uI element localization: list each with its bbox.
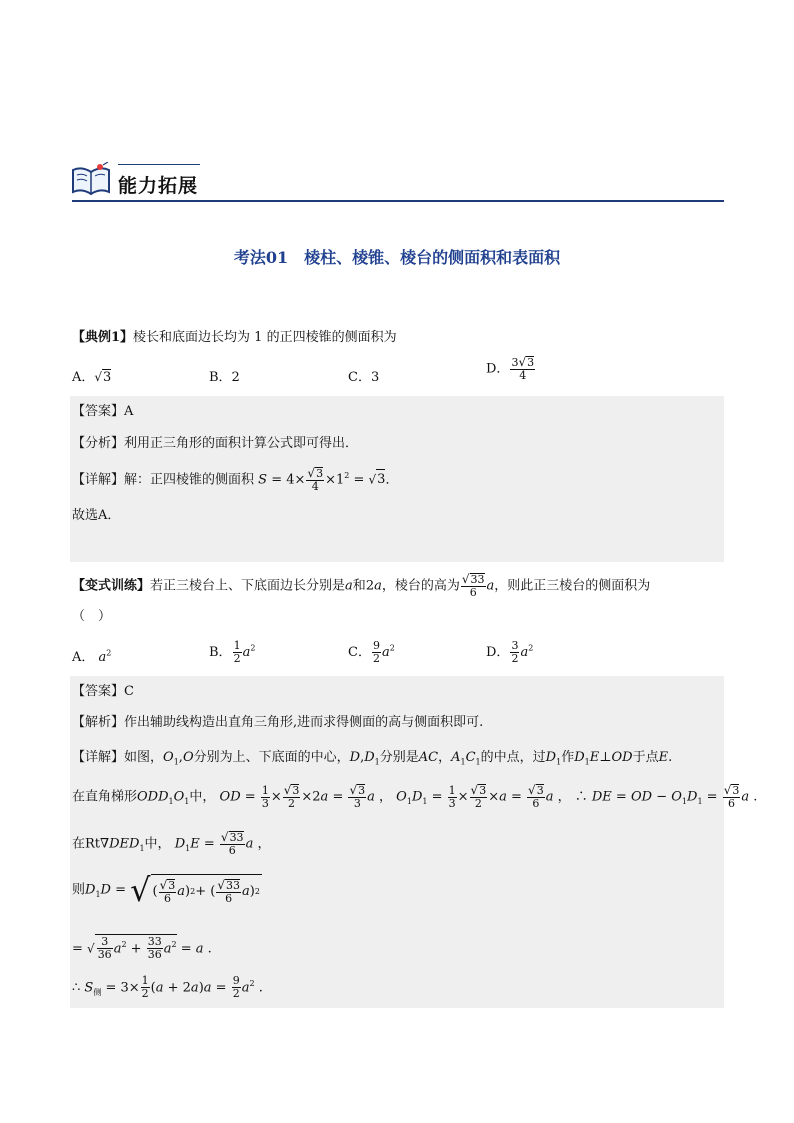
example2-detail-line3: 在$Rt\nabla DED_1$中， $D_1E$ = $\frac{√33}{6}$ a ，	[72, 830, 271, 857]
section-header	[70, 158, 724, 204]
example2-detail-line5: = √ $\frac{3}{36}$ $a^2$ + $\frac{33}{36}$ $a^2 = a$ .	[72, 935, 212, 962]
example1-option-a: A．√3	[72, 370, 112, 385]
example2-question: 【变式训练】若正三棱台上、下底面边长分别是a和2a，棱台的高为 $\frac{√33}{6}$ a，则此正三棱台的侧面积为	[72, 572, 651, 599]
example2-detail-line2: 在直角梯形$ODD_1O_1$中， OD = $\frac{1}{3}$ × $\frac{√3}{2}$ ×2a = $\frac{√3}{3}$ a ， $O_1D_1$ = $\frac{1}{3}$ × $\frac{√3}{2}$ ×a = $\frac{√3}{6}$ a ， ∴ DE = OD − $O_1D_1$ = $\frac{√3}{6}$ a .	[72, 783, 758, 810]
example2-detail-line1: 【详解】如图，$O_1,O$分别为上、下底面的中心，$D,D_1$分别是AC，$A_1C_1$的中点，过$D_1$作$D_1E\perp OD$于点E.	[72, 750, 673, 767]
open-book-icon	[70, 162, 112, 198]
example2-option-d: D． $\frac{3}{2}$ $a^2$	[486, 639, 534, 665]
example2-paren: （ ）	[72, 609, 112, 624]
example1-option-d: D． $\frac{3√3}{4}$	[486, 355, 535, 382]
header-rule	[72, 200, 724, 202]
example1-option-b: B．2	[209, 370, 240, 385]
example1-detail: 【详解】解：正四棱锥的侧面积 S = 4× $\frac{√3}{4}$ $\times 1^2 = √3$．	[72, 465, 399, 493]
example1-conclusion: 故选A．	[72, 508, 121, 523]
example2-detail-line6: ∴ $S_侧 = 3\times$ $\frac{1}{2}$ (a + 2a)a = $\frac{9}{2}$ $a^2$ .	[72, 974, 263, 1001]
header-title: 能力拓展	[118, 175, 199, 197]
section-title: 考法01 棱柱、棱锥、棱台的侧面积和表面积	[233, 248, 561, 267]
example2-answer: 【答案】C	[72, 684, 134, 699]
example2-analysis: 【解析】作出辅助线构造出直角三角形,进而求得侧面的高与侧面积即可.	[72, 715, 484, 730]
header-top-line	[118, 164, 200, 165]
example1-answer: 【答案】A	[72, 404, 134, 419]
example2-option-b: B． $\frac{1}{2}$ $a^2$	[209, 639, 256, 665]
example1-option-c: C．3	[348, 370, 380, 385]
example2-option-c: C． $\frac{9}{2}$ $a^2$	[348, 639, 395, 665]
example1-question	[72, 328, 397, 348]
example1-text: 棱长和底面边长均为 1 的正四棱锥的侧面积为	[133, 330, 397, 345]
example1-tag: 【典例1】	[72, 330, 134, 345]
example2-option-a: A． $a^2$	[72, 648, 112, 665]
example2-detail-line4: 则$D_1D$ = √ ( $\frac{√3}{6}$ a ) 2 + ( $\frac{√33}{6}$ a ) 2	[72, 871, 260, 909]
example1-analysis: 【分析】利用正三角形的面积计算公式即可得出．	[72, 436, 359, 451]
